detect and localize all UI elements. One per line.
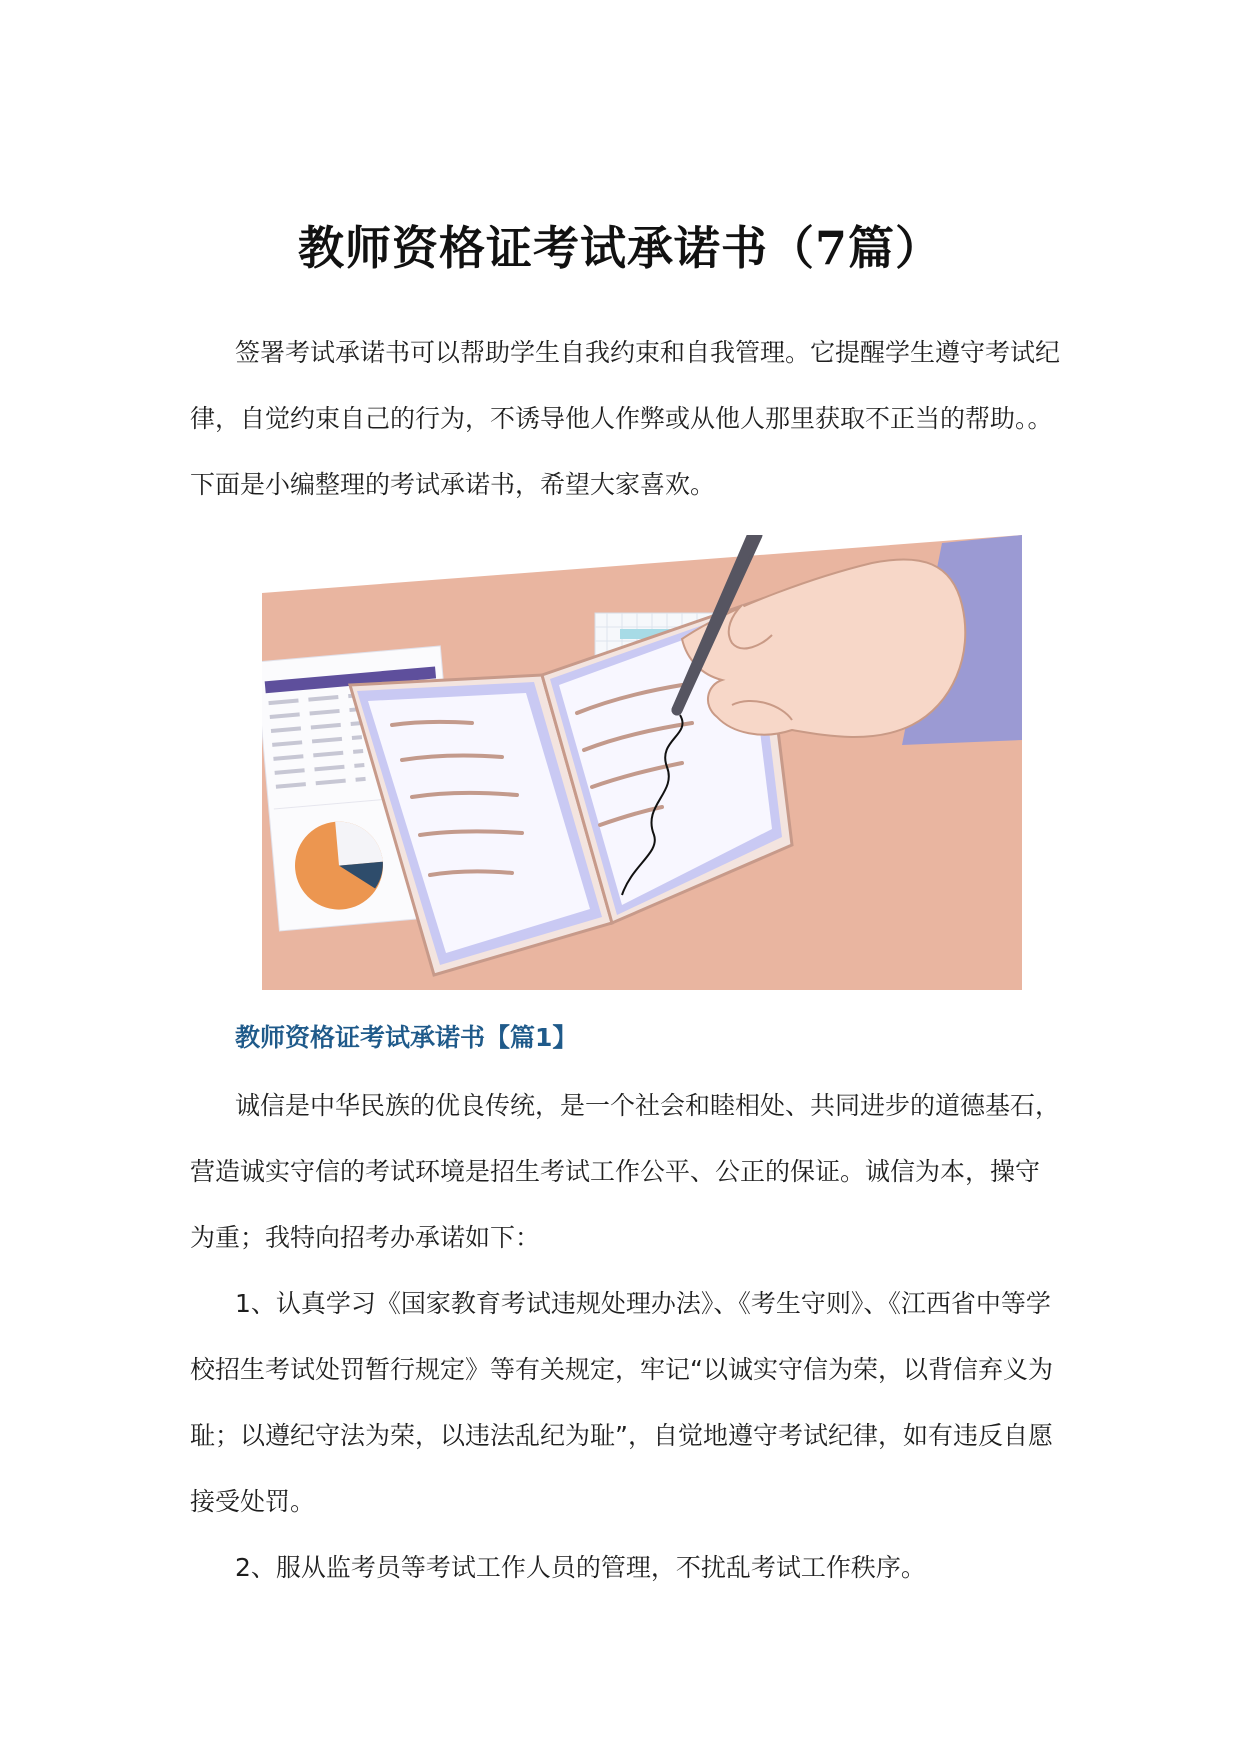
section-heading-1: 教师资格证考试承诺书【篇1】 [235,1023,578,1052]
intro-text [190,320,1060,518]
page-title: 教师资格证考试承诺书（7篇） [297,221,942,275]
section-1-body [190,1073,1060,1601]
section-1-paragraph: 2、服从监考员等考试工作人员的管理，不扰乱考试工作秩序。 [235,1553,926,1582]
section-1-paragraph: 诚信是中华民族的优良传统，是一个社会和睦相处、共同进步的道德基石，营造诚实守信的考试环境是招生考试工作公平、公正的保证。诚信为本，操守为重；我特向招考办承诺如下： [190,1091,1061,1252]
hand-writing-in-notebook-illustration [262,535,1022,990]
intro-paragraph: 签署考试承诺书可以帮助学生自我约束和自我管理。它提醒学生遵守考试纪律，自觉约束自己的行为，不诱导他人作弊或从他人那里获取不正当的帮助。。下面是小编整理的考试承诺书，希望大家喜欢。 [190,338,1061,499]
section-1-paragraph: 1、认真学习《国家教育考试违规处理办法》、《考生守则》、《江西省中等学校招生考试处罚暂行规定》等有关规定，牢记“以诚实守信为荣，以背信弃义为耻；以遵纪守法为荣，以违法乱纪为耻”，自觉地遵守考试纪律，如有违反自愿接受处罚。 [190,1289,1053,1516]
